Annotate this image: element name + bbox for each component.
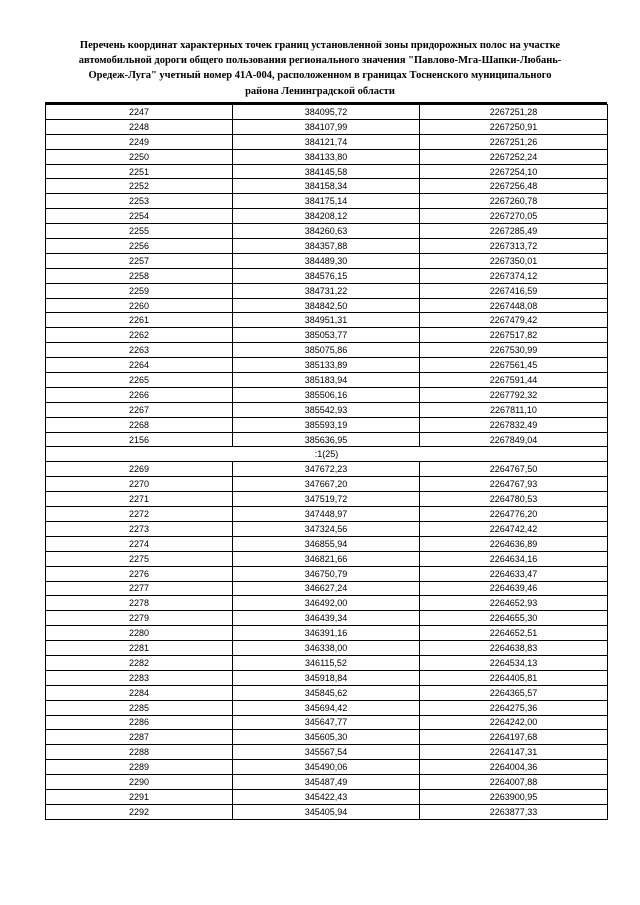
y-coordinate-cell: 2263877,33 [420,804,608,819]
x-coordinate-cell: 384121,74 [233,134,420,149]
x-coordinate-cell: 384175,14 [233,194,420,209]
x-coordinate-cell: 345918,84 [233,670,420,685]
table-row [46,149,608,164]
table-row [46,730,608,745]
point-number-cell: 2253 [46,194,233,209]
point-number-cell: 2248 [46,119,233,134]
x-coordinate-cell: 384107,99 [233,119,420,134]
x-coordinate-cell: 385593,19 [233,417,420,432]
y-coordinate-cell: 2267561,45 [420,358,608,373]
y-coordinate-cell: 2264242,00 [420,715,608,730]
table-row [46,462,608,477]
point-number-cell: 2287 [46,730,233,745]
y-coordinate-cell: 2267792,32 [420,387,608,402]
point-number-cell: 2273 [46,521,233,536]
point-number-cell: 2288 [46,745,233,760]
x-coordinate-cell: 346855,94 [233,536,420,551]
y-coordinate-cell: 2267849,04 [420,432,608,447]
table-row [46,328,608,343]
x-coordinate-cell: 384842,50 [233,298,420,313]
table-row [46,373,608,388]
point-number-cell: 2289 [46,760,233,775]
y-coordinate-cell: 2267260,78 [420,194,608,209]
point-number-cell: 2262 [46,328,233,343]
table-row [46,209,608,224]
point-number-cell: 2276 [46,566,233,581]
table-row [46,432,608,447]
table-row [46,655,608,670]
x-coordinate-cell: 384731,22 [233,283,420,298]
y-coordinate-cell: 2264365,57 [420,685,608,700]
x-coordinate-cell: 345490,06 [233,760,420,775]
y-coordinate-cell: 2267251,26 [420,134,608,149]
table-row [46,105,608,120]
table-row [46,536,608,551]
table-row [46,492,608,507]
point-number-cell: 2275 [46,551,233,566]
point-number-cell: 2258 [46,268,233,283]
table-row [46,119,608,134]
y-coordinate-cell: 2263900,95 [420,789,608,804]
y-coordinate-cell: 2264767,93 [420,477,608,492]
point-number-cell: 2290 [46,775,233,790]
x-coordinate-cell: 385133,89 [233,358,420,373]
x-coordinate-cell: 345605,30 [233,730,420,745]
table-row [46,715,608,730]
table-row [46,626,608,641]
point-number-cell: 2255 [46,224,233,239]
point-number-cell: 2269 [46,462,233,477]
title-line: Оредеж-Луга" учетный номер 41А-004, расположенном в границах Тосненского муниципального [88,70,552,82]
point-number-cell: 2260 [46,298,233,313]
point-number-cell: 2268 [46,417,233,432]
table-row [46,387,608,402]
x-coordinate-cell: 346821,66 [233,551,420,566]
table-row [46,477,608,492]
title-line: района Ленинградской области [245,85,395,97]
coordinates-table [45,104,608,820]
table-row [46,611,608,626]
table-row [46,804,608,819]
y-coordinate-cell: 2264007,88 [420,775,608,790]
x-coordinate-cell: 385183,94 [233,373,420,388]
point-number-cell: 2277 [46,581,233,596]
point-number-cell: 2247 [46,105,233,120]
point-number-cell: 2156 [46,432,233,447]
section-row [46,447,608,462]
y-coordinate-cell: 2267285,49 [420,224,608,239]
x-coordinate-cell: 346439,34 [233,611,420,626]
x-coordinate-cell: 346627,24 [233,581,420,596]
y-coordinate-cell: 2264147,31 [420,745,608,760]
y-coordinate-cell: 2264633,47 [420,566,608,581]
x-coordinate-cell: 384260,63 [233,224,420,239]
document-title [44,38,596,99]
y-coordinate-cell: 2264636,89 [420,536,608,551]
point-number-cell: 2279 [46,611,233,626]
x-coordinate-cell: 345422,43 [233,789,420,804]
x-coordinate-cell: 346115,52 [233,655,420,670]
y-coordinate-cell: 2264652,93 [420,596,608,611]
point-number-cell: 2274 [46,536,233,551]
table-row [46,685,608,700]
x-coordinate-cell: 345845,62 [233,685,420,700]
y-coordinate-cell: 2264534,13 [420,655,608,670]
y-coordinate-cell: 2264004,36 [420,760,608,775]
table-row [46,581,608,596]
point-number-cell: 2283 [46,670,233,685]
y-coordinate-cell: 2267313,72 [420,239,608,254]
point-number-cell: 2270 [46,477,233,492]
point-number-cell: 2252 [46,179,233,194]
section-label: :1(25) [46,447,608,462]
table-row [46,253,608,268]
x-coordinate-cell: 385075,86 [233,343,420,358]
x-coordinate-cell: 384576,15 [233,268,420,283]
point-number-cell: 2264 [46,358,233,373]
y-coordinate-cell: 2267374,12 [420,268,608,283]
table-row [46,760,608,775]
point-number-cell: 2285 [46,700,233,715]
point-number-cell: 2280 [46,626,233,641]
table-row [46,417,608,432]
y-coordinate-cell: 2267270,05 [420,209,608,224]
y-coordinate-cell: 2267530,99 [420,343,608,358]
y-coordinate-cell: 2264652,51 [420,626,608,641]
point-number-cell: 2272 [46,507,233,522]
x-coordinate-cell: 345647,77 [233,715,420,730]
y-coordinate-cell: 2267479,42 [420,313,608,328]
table-row [46,789,608,804]
table-row [46,700,608,715]
point-number-cell: 2250 [46,149,233,164]
x-coordinate-cell: 384489,30 [233,253,420,268]
y-coordinate-cell: 2267416,59 [420,283,608,298]
x-coordinate-cell: 346492,00 [233,596,420,611]
x-coordinate-cell: 385053,77 [233,328,420,343]
y-coordinate-cell: 2267591,44 [420,373,608,388]
table-row [46,268,608,283]
table-row [46,775,608,790]
y-coordinate-cell: 2264742,42 [420,521,608,536]
x-coordinate-cell: 384208,12 [233,209,420,224]
x-coordinate-cell: 384133,80 [233,149,420,164]
y-coordinate-cell: 2267254,10 [420,164,608,179]
y-coordinate-cell: 2267252,24 [420,149,608,164]
table-row [46,283,608,298]
point-number-cell: 2259 [46,283,233,298]
table-row [46,298,608,313]
y-coordinate-cell: 2267811,10 [420,402,608,417]
y-coordinate-cell: 2267832,49 [420,417,608,432]
table-row [46,358,608,373]
point-number-cell: 2267 [46,402,233,417]
table-row [46,164,608,179]
point-number-cell: 2254 [46,209,233,224]
point-number-cell: 2263 [46,343,233,358]
table-row [46,596,608,611]
x-coordinate-cell: 346391,16 [233,626,420,641]
y-coordinate-cell: 2267251,28 [420,105,608,120]
table-row [46,641,608,656]
point-number-cell: 2256 [46,239,233,254]
y-coordinate-cell: 2264776,20 [420,507,608,522]
title-line: Перечень координат характерных точек границ установленной зоны придорожных полос на участке [79,40,561,51]
x-coordinate-cell: 347667,20 [233,477,420,492]
y-coordinate-cell: 2267256,48 [420,179,608,194]
x-coordinate-cell: 384145,58 [233,164,420,179]
x-coordinate-cell: 384951,31 [233,313,420,328]
x-coordinate-cell: 385542,93 [233,402,420,417]
x-coordinate-cell: 384095,72 [233,105,420,120]
table-row [46,179,608,194]
table-row [46,566,608,581]
point-number-cell: 2251 [46,164,233,179]
point-number-cell: 2286 [46,715,233,730]
point-number-cell: 2257 [46,253,233,268]
x-coordinate-cell: 385506,16 [233,387,420,402]
y-coordinate-cell: 2264780,53 [420,492,608,507]
point-number-cell: 2284 [46,685,233,700]
y-coordinate-cell: 2264405,81 [420,670,608,685]
coordinates-table-body [46,105,608,820]
point-number-cell: 2278 [46,596,233,611]
y-coordinate-cell: 2267448,08 [420,298,608,313]
table-row [46,224,608,239]
point-number-cell: 2291 [46,789,233,804]
table-row [46,551,608,566]
x-coordinate-cell: 347519,72 [233,492,420,507]
y-coordinate-cell: 2264639,46 [420,581,608,596]
point-number-cell: 2261 [46,313,233,328]
table-row [46,670,608,685]
x-coordinate-cell: 345694,42 [233,700,420,715]
y-coordinate-cell: 2264634,16 [420,551,608,566]
x-coordinate-cell: 345487,49 [233,775,420,790]
point-number-cell: 2292 [46,804,233,819]
y-coordinate-cell: 2267250,91 [420,119,608,134]
table-row [46,402,608,417]
x-coordinate-cell: 347448,97 [233,507,420,522]
y-coordinate-cell: 2264655,30 [420,611,608,626]
y-coordinate-cell: 2267517,82 [420,328,608,343]
table-row [46,521,608,536]
x-coordinate-cell: 347324,56 [233,521,420,536]
x-coordinate-cell: 345567,54 [233,745,420,760]
point-number-cell: 2249 [46,134,233,149]
point-number-cell: 2265 [46,373,233,388]
x-coordinate-cell: 347672,23 [233,462,420,477]
point-number-cell: 2271 [46,492,233,507]
x-coordinate-cell: 345405,94 [233,804,420,819]
y-coordinate-cell: 2267350,01 [420,253,608,268]
point-number-cell: 2281 [46,641,233,656]
x-coordinate-cell: 384357,88 [233,239,420,254]
table-row [46,194,608,209]
table-row [46,745,608,760]
table-row [46,134,608,149]
x-coordinate-cell: 346338,00 [233,641,420,656]
x-coordinate-cell: 384158,34 [233,179,420,194]
table-row [46,507,608,522]
y-coordinate-cell: 2264638,83 [420,641,608,656]
x-coordinate-cell: 385636,95 [233,432,420,447]
y-coordinate-cell: 2264767,50 [420,462,608,477]
point-number-cell: 2266 [46,387,233,402]
table-row [46,239,608,254]
y-coordinate-cell: 2264197,68 [420,730,608,745]
table-row [46,343,608,358]
y-coordinate-cell: 2264275,36 [420,700,608,715]
title-line: автомобильной дороги общего пользования регионального значения "Павлово-Мга-Шапки-Любань- [78,55,562,67]
point-number-cell: 2282 [46,655,233,670]
table-row [46,313,608,328]
x-coordinate-cell: 346750,79 [233,566,420,581]
